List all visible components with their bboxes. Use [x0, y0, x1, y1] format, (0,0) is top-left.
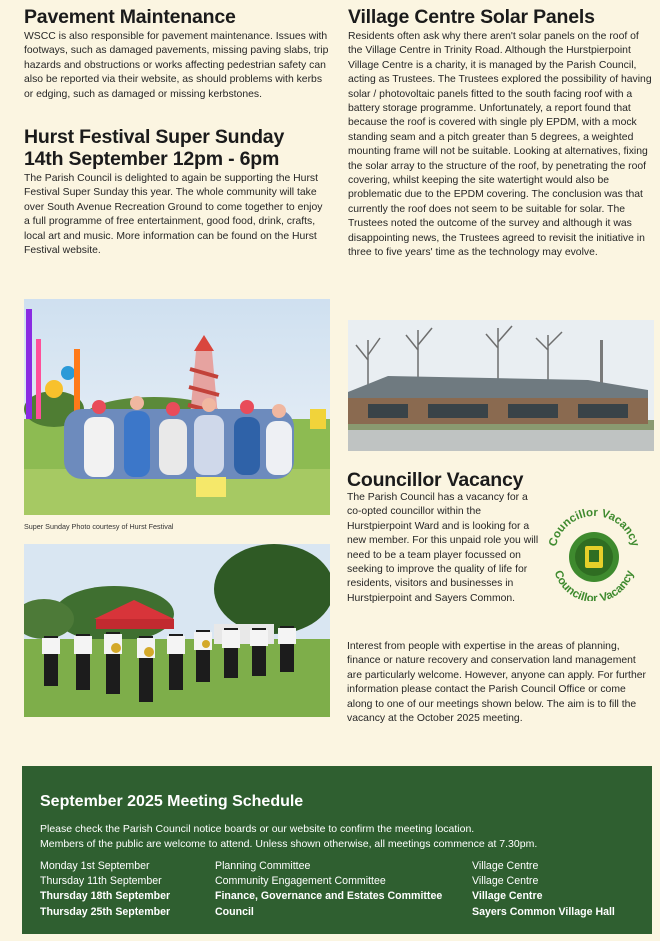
festival-title-line1: Hurst Festival Super Sunday [24, 126, 285, 149]
schedule-intro-line1: Please check the Parish Council notice boards or our website to confirm the meeting location. [40, 823, 475, 835]
pavement-text: WSCC is also responsible for pavement maintenance. Issues with footways, such as damaged pavements, missing paving slabs, trip hazards and obstructions or works affecting pedestrian safety can also be reported via their website, as should problems with kerbs or edging, such as damaged or missing kerbstones. [24, 31, 329, 100]
schedule-committee: Community Engagement Committee [215, 875, 386, 888]
schedule-dates [40, 859, 170, 920]
village-centre-photo [348, 320, 654, 451]
festival-text: The Parish Council is delighted to again be supporting the Hurst Festival Super Sunday this year. The whole community will take over South Avenue Recreation Ground to come together to enjoy a full programme of free entertainment, good food, drink, crafts, local art and music. More information can be found on the Hurst Festival website. [24, 173, 323, 257]
schedule-intro-line2: Members of the public are welcome to attend. Unless shown otherwise, all meetings commence at 7.30pm. [40, 838, 538, 850]
left-column [24, 6, 330, 258]
festival-photo-caption: Super Sunday Photo courtesy of Hurst Festival [24, 522, 174, 531]
schedule-location: Village Centre [472, 860, 539, 872]
vacancy-text-wide: Interest from people with expertise in the areas of planning, finance or nature recovery and conservation land management are particularly welcome. However, anyone can apply. For further information please contact the Parish Council Office or come along to one of our meetings shown below. The aim is to fill the vacancy at the October 2025 meeting. [347, 641, 646, 725]
schedule-location: Sayers Common Village Hall [472, 905, 615, 918]
meeting-schedule-panel [22, 766, 652, 934]
vacancy-title: Councillor Vacancy [347, 469, 524, 491]
schedule-locations [472, 859, 615, 920]
festival-title-line2: 14th September 12pm - 6pm [24, 148, 280, 171]
schedule-date: Monday 1st September [40, 860, 150, 872]
solar-title: Village Centre Solar Panels [348, 6, 595, 28]
schedule-location: Village Centre [472, 890, 543, 903]
badge-text-bottom: Councillor Vacancy [551, 568, 637, 601]
pavement-title: Pavement Maintenance [24, 6, 236, 28]
schedule-date: Thursday 11th September [40, 875, 162, 888]
schedule-committees [215, 859, 442, 920]
councillor-vacancy-badge [545, 503, 643, 601]
schedule-title: September 2025 Meeting Schedule [40, 793, 304, 810]
schedule-committee: Planning Committee [215, 860, 311, 872]
solar-text: Residents often ask why there aren't solar panels on the roof of the Village Centre in Trinity Road. Although the Hurstpierpoint Village Centre is a charity, it is managed by the Parish Council, acting as Trustees. The Trustees explored the possibility of having solar / photovoltaic panels fitted to the south facing roof with a battery storage programme. Unfortunately, a report found that because the roof is covered with single ply EPDM, with a mock standing seam and a pitch greater than 5 degrees, a weighted mounting frame will not be suitable. Looking at alternatives, fixing the solar array to the structure of the roof, by penetrating the roof covering, whilst keeping the site watertight would also be problematic due to the EPDM covering. The conclusion was that currently the roof does not seem to be suitable for solar. The Trustees noted the outcome of the survey and although it was disappointing news, the Trustees agreed to revisit the initiative in three to five years' time as the technology may evolve. [348, 31, 652, 259]
badge-text-top: Councillor Vacancy [547, 506, 641, 548]
schedule-committee: Council [215, 905, 254, 918]
schedule-date: Thursday 18th September [40, 890, 171, 903]
schedule-date: Thursday 25th September [40, 905, 171, 918]
schedule-location: Village Centre [472, 875, 539, 888]
festival-photo [24, 299, 330, 515]
marching-band-photo [24, 544, 330, 717]
right-column [348, 6, 654, 261]
vacancy-text-narrow: The Parish Council has a vacancy for a co-opted councillor within the Hurstpierpoint Ward and is looking for a new member. For this unpaid role you will need to be a team player focussed on seeking to improve the quality of life for residents, visitors and businesses in Hurstpierpoint and Sayers Common. [347, 492, 539, 604]
schedule-committee: Finance, Governance and Estates Committee [215, 890, 443, 903]
schedule-intro [40, 822, 640, 852]
